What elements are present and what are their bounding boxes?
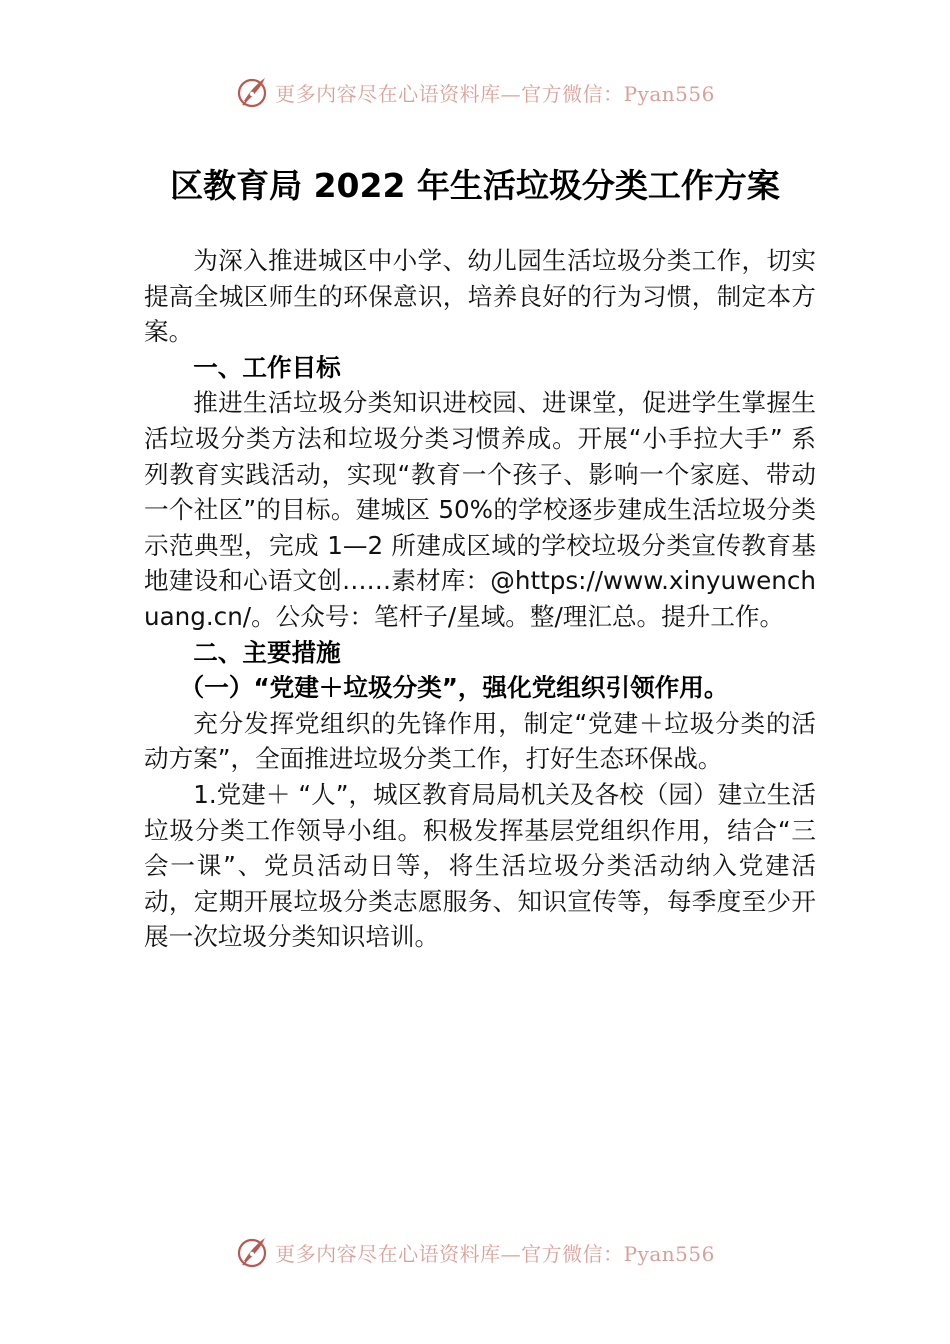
header-watermark bbox=[0, 72, 950, 112]
subsection-heading-party-building: （一）“党建＋垃圾分类”，强化党组织引领作用。 bbox=[179, 673, 729, 703]
party-building-item-1: 1.党建＋ “人”，城区教育局局机关及各校（园）建立生活垃圾分类工作领导小组。积极发挥基层党组织作用，结合“三会一课”、党员活动日等，将生活垃圾分类活动纳入党建活动，定期开展垃圾分类志愿服务、知识宣传等，每季度至少开展一次垃圾分类知识培训。 bbox=[144, 779, 816, 952]
watermark-text: 更多内容尽在心语资料库—官方微信：Pyan556 bbox=[275, 1241, 715, 1266]
section-heading-goals: 一、工作目标 bbox=[193, 352, 341, 382]
watermark-text: 更多内容尽在心语资料库—官方微信：Pyan556 bbox=[275, 81, 715, 106]
document-body bbox=[144, 243, 816, 955]
document-title: 区教育局 2022 年生活垃圾分类工作方案 bbox=[170, 166, 780, 205]
intro-paragraph: 为深入推进城区中小学、幼儿园生活垃圾分类工作，切实提高全城区师生的环保意识，培养良好的行为习惯，制定本方案。 bbox=[144, 246, 816, 347]
party-building-paragraph: 充分发挥党组织的先锋作用，制定“党建＋垃圾分类的活动方案”，全面推进垃圾分类工作，打好生态环保战。 bbox=[144, 708, 816, 774]
quill-pen-seal-icon bbox=[235, 75, 269, 109]
quill-pen-seal-icon bbox=[235, 1235, 269, 1269]
footer-watermark bbox=[0, 1232, 950, 1272]
section-heading-measures: 二、主要措施 bbox=[193, 637, 341, 667]
goals-paragraph: 推进生活垃圾分类知识进校园、进课堂，促进学生掌握生活垃圾分类方法和垃圾分类习惯养成。开展“小手拉大手” 系列教育实践活动，实现“教育一个孩子、影响一个家庭、带动一个社区”的目标。建城区 50%的学校逐步建成生活垃圾分类示范典型，完成 1—2 所建成区域的学校垃圾分类宣传教育基地建设和心语文创……素材库：@https://www.xinyuwenchuang.cn/。公众号：笔杆子/星域。整/理汇总。提升工作。 bbox=[144, 388, 816, 631]
